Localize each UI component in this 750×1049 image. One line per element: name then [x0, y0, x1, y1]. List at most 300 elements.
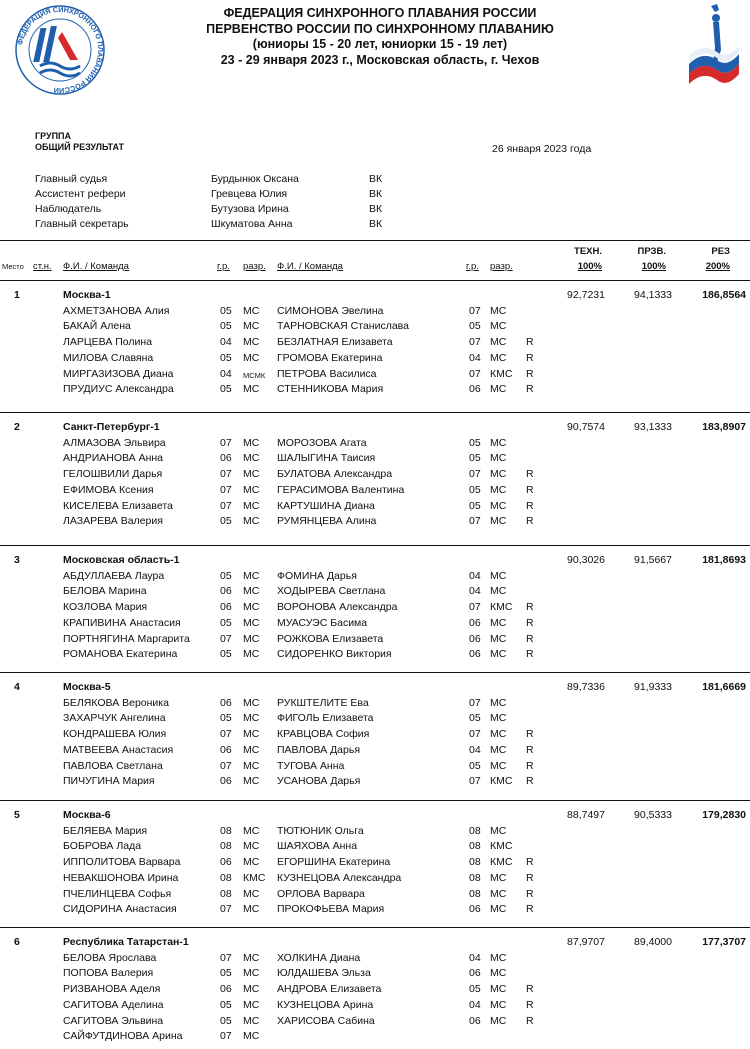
athlete-rank: МСМК	[243, 370, 266, 380]
official-name: Гревцева Юлия	[211, 188, 288, 200]
reserve-mark: R	[526, 468, 534, 481]
athlete-birth-year: 08	[220, 840, 232, 853]
athlete-rank: МС	[243, 967, 260, 980]
event-group	[35, 131, 124, 153]
athlete-name: СИДОРЕНКО Виктория	[277, 648, 392, 661]
reserve-mark: R	[526, 903, 534, 916]
team-free-score: 89,4000	[634, 936, 672, 948]
team-free-score: 94,1333	[634, 289, 672, 301]
athlete-rank: МС	[243, 515, 260, 528]
athlete-name: АЛМАЗОВА Эльвира	[63, 436, 166, 449]
athlete-name: КРАВЦОВА София	[277, 728, 370, 741]
athlete-name: РИЗВАНОВА Аделя	[63, 983, 161, 996]
athlete-name: ХАРИСОВА Сабина	[277, 1014, 375, 1027]
athlete-birth-year: 05	[469, 483, 481, 496]
athlete-rank: МС	[490, 336, 507, 349]
athlete-name: АБДУЛЛАЕВА Лаура	[63, 569, 165, 582]
athlete-birth-year: 07	[469, 304, 481, 317]
title-line-3: (юниоры 15 - 20 лет, юниорки 15 - 19 лет)	[252, 37, 508, 51]
athlete-rank: МС	[243, 775, 260, 788]
athlete-rank: МС	[490, 483, 507, 496]
swimmer-flag-logo	[683, 2, 743, 92]
athlete-birth-year: 05	[220, 351, 232, 364]
athlete-birth-year: 06	[469, 903, 481, 916]
athlete-rank: МС	[243, 569, 260, 582]
athlete-rank: МС	[243, 452, 260, 465]
athlete-rank: МС	[490, 452, 507, 465]
athlete-rank: МС	[243, 856, 260, 869]
athlete-birth-year: 05	[220, 304, 232, 317]
col-birth-2: г.р.	[466, 261, 479, 272]
athlete-rank: МС	[243, 648, 260, 661]
official-category: ВК	[369, 173, 383, 185]
athlete-birth-year: 07	[469, 775, 481, 788]
athlete-rank: МС	[490, 903, 507, 916]
athlete-name: БЕЛОВА Ярослава	[63, 951, 157, 964]
athlete-name: БАКАЙ Алена	[63, 320, 131, 333]
athlete-rank: МС	[243, 601, 260, 614]
official-category: ВК	[369, 188, 383, 200]
athlete-name: ЕФИМОВА Ксения	[63, 483, 154, 496]
athlete-name: ХОДЫРЕВА Светлана	[277, 585, 386, 598]
athlete-name: МУАСУЭС Басима	[277, 616, 368, 629]
title-line-2: ПЕРВЕНСТВО РОССИИ ПО СИНХРОННОМУ ПЛАВАНИЮ	[206, 21, 554, 36]
athlete-rank: МС	[490, 1014, 507, 1027]
athlete-birth-year: 07	[469, 468, 481, 481]
athlete-birth-year: 08	[469, 856, 481, 869]
official-name: Бутузова Ирина	[211, 203, 289, 215]
athlete-birth-year: 07	[220, 728, 232, 741]
athlete-rank: МС	[243, 336, 260, 349]
athlete-birth-year: 05	[220, 383, 232, 396]
event-date: 26 января 2023 года	[492, 143, 592, 155]
athlete-birth-year: 07	[469, 336, 481, 349]
athlete-rank: МС	[243, 759, 260, 772]
official-role: Наблюдатель	[35, 203, 102, 215]
athlete-name: КОЗЛОВА Мария	[63, 601, 148, 614]
athlete-rank: МС	[243, 383, 260, 396]
athlete-name: ФИГОЛЬ Елизавета	[277, 712, 374, 725]
athlete-rank: КМС	[490, 601, 513, 614]
team-tech-score: 92,7231	[567, 289, 605, 301]
athlete-name: МИЛОВА Славяна	[63, 351, 154, 364]
col-free-pct: 100%	[641, 261, 666, 272]
athlete-name: ПОПОВА Валерия	[63, 967, 154, 980]
athlete-name: ХОЛКИНА Диана	[277, 951, 361, 964]
official-role: Ассистент рефери	[35, 188, 126, 200]
athlete-name: ЗАХАРЧУК Ангелина	[63, 712, 166, 725]
athlete-name: КУЗНЕЦОВА Александра	[277, 871, 402, 884]
header-top-rule	[0, 240, 750, 241]
athlete-rank: МС	[243, 887, 260, 900]
athlete-birth-year: 08	[469, 871, 481, 884]
team-total-score: 179,2830	[702, 809, 746, 821]
athlete-rank: МС	[490, 499, 507, 512]
athlete-birth-year: 05	[220, 569, 232, 582]
athlete-birth-year: 05	[220, 1014, 232, 1027]
athlete-rank: МС	[243, 712, 260, 725]
reserve-mark: R	[526, 775, 534, 788]
athlete-name: ОРЛОВА Варвара	[277, 887, 365, 900]
athlete-name: СИМОНОВА Эвелина	[277, 304, 384, 317]
athlete-birth-year: 06	[469, 616, 481, 629]
athlete-birth-year: 06	[220, 452, 232, 465]
team-tech-score: 87,9707	[567, 936, 605, 948]
athlete-birth-year: 07	[220, 436, 232, 449]
athlete-name: КИСЕЛЕВА Елизавета	[63, 499, 173, 512]
reserve-mark: R	[526, 351, 534, 364]
athlete-rank: МС	[243, 585, 260, 598]
athlete-birth-year: 05	[469, 436, 481, 449]
athlete-birth-year: 06	[220, 601, 232, 614]
athlete-name: РУМЯНЦЕВА Алина	[277, 515, 377, 528]
athlete-rank: МС	[243, 1014, 260, 1027]
reserve-mark: R	[526, 1014, 534, 1027]
athlete-rank: МС	[243, 304, 260, 317]
team-place: 1	[14, 289, 20, 301]
athlete-rank: МС	[490, 616, 507, 629]
athlete-rank: МС	[243, 903, 260, 916]
reserve-mark: R	[526, 632, 534, 645]
athlete-rank: МС	[490, 632, 507, 645]
col-free-title: ПРЗВ.	[637, 246, 666, 257]
athlete-name: МАТВЕЕВА Анастасия	[63, 743, 174, 756]
athlete-birth-year: 05	[220, 648, 232, 661]
athlete-birth-year: 08	[220, 871, 232, 884]
reserve-mark: R	[526, 983, 534, 996]
athlete-name: КАРТУШИНА Диана	[277, 499, 375, 512]
athlete-rank: МС	[490, 304, 507, 317]
athlete-birth-year: 07	[469, 696, 481, 709]
athlete-name: БУЛАТОВА Александра	[277, 468, 393, 481]
athlete-birth-year: 07	[469, 515, 481, 528]
athlete-name: КОНДРАШЕВА Юлия	[63, 728, 167, 741]
col-result-pct: 200%	[705, 261, 730, 272]
team-free-score: 93,1333	[634, 421, 672, 433]
col-name-2: Ф.И. / Команда	[277, 261, 343, 272]
official-category: ВК	[369, 218, 383, 230]
athlete-name: ПЧЕЛИНЦЕВА Софья	[63, 887, 172, 900]
team-separator	[0, 280, 750, 281]
athlete-birth-year: 07	[469, 728, 481, 741]
athlete-name: САГИТОВА Эльвина	[63, 1014, 164, 1027]
reserve-mark: R	[526, 499, 534, 512]
athlete-birth-year: 07	[469, 601, 481, 614]
reserve-mark: R	[526, 367, 534, 380]
athlete-name: ТУГОВА Анна	[277, 759, 345, 772]
col-rank-2: разр.	[490, 261, 513, 272]
team-total-score: 183,8907	[702, 421, 746, 433]
reserve-mark: R	[526, 759, 534, 772]
athlete-birth-year: 07	[220, 1030, 232, 1043]
athlete-name: ПИЧУГИНА Мария	[63, 775, 155, 788]
athlete-rank: МС	[490, 998, 507, 1011]
team-name: Москва-6	[63, 809, 111, 821]
athlete-birth-year: 05	[220, 712, 232, 725]
group-label: ГРУППА	[35, 131, 72, 141]
athlete-birth-year: 07	[220, 903, 232, 916]
athlete-name: БЕЗЛАТНАЯ Елизавета	[277, 336, 393, 349]
reserve-mark: R	[526, 483, 534, 496]
athlete-birth-year: 07	[220, 759, 232, 772]
athlete-name: ШАЯХОВА Анна	[277, 840, 358, 853]
team-total-score: 181,6669	[702, 681, 746, 693]
athlete-name: ПРУДИУС Александра	[63, 383, 174, 396]
athlete-birth-year: 06	[469, 648, 481, 661]
reserve-mark: R	[526, 601, 534, 614]
reserve-mark: R	[526, 856, 534, 869]
athlete-rank: МС	[243, 998, 260, 1011]
athlete-rank: МС	[490, 648, 507, 661]
team-name: Санкт-Петербург-1	[63, 421, 160, 433]
team-place: 2	[14, 421, 20, 433]
team-free-score: 90,5333	[634, 809, 672, 821]
athlete-birth-year: 07	[220, 483, 232, 496]
col-result-title: РЕЗ	[711, 246, 730, 257]
athlete-rank: МС	[243, 983, 260, 996]
athlete-birth-year: 05	[220, 515, 232, 528]
athlete-birth-year: 08	[469, 824, 481, 837]
athlete-rank: МС	[490, 468, 507, 481]
athlete-rank: МС	[243, 499, 260, 512]
athlete-rank: МС	[243, 743, 260, 756]
athlete-birth-year: 04	[220, 336, 232, 349]
reserve-mark: R	[526, 871, 534, 884]
athlete-name: АНДРИАНОВА Анна	[63, 452, 164, 465]
athlete-name: ШАЛЫГИНА Таисия	[277, 452, 376, 465]
col-rank: разр.	[243, 261, 266, 272]
athlete-rank: МС	[243, 616, 260, 629]
athlete-birth-year: 08	[469, 887, 481, 900]
athlete-birth-year: 06	[469, 967, 481, 980]
athlete-birth-year: 06	[220, 743, 232, 756]
title-line-4: 23 - 29 января 2023 г., Московская область, г. Чехов	[220, 52, 540, 67]
official-role: Главный судья	[35, 173, 108, 185]
athlete-name: БОБРОВА Лада	[63, 840, 142, 853]
athlete-birth-year: 06	[469, 1014, 481, 1027]
team-separator	[0, 800, 750, 801]
athlete-birth-year: 06	[220, 775, 232, 788]
athlete-rank: МС	[243, 436, 260, 449]
athlete-birth-year: 07	[469, 367, 481, 380]
team-place: 4	[14, 681, 20, 693]
official-name: Шкуматова Анна	[211, 218, 293, 230]
athlete-rank: МС	[490, 887, 507, 900]
athlete-rank: КМС	[490, 856, 513, 869]
reserve-mark: R	[526, 515, 534, 528]
athlete-rank: КМС	[490, 367, 513, 380]
athlete-name: ЛАРЦЕВА Полина	[63, 336, 153, 349]
athlete-birth-year: 05	[469, 759, 481, 772]
athlete-rank: МС	[243, 320, 260, 333]
team-separator	[0, 927, 750, 928]
athlete-name: БЕЛЯКОВА Вероника	[63, 696, 169, 709]
reserve-mark: R	[526, 383, 534, 396]
athlete-rank: МС	[243, 483, 260, 496]
athlete-name: МОРОЗОВА Агата	[277, 436, 367, 449]
team-separator	[0, 412, 750, 413]
athlete-rank: МС	[490, 383, 507, 396]
athlete-name: ТЮТЮНИК Ольга	[277, 824, 364, 837]
athlete-name: УСАНОВА Дарья	[277, 775, 361, 788]
athlete-name: ГРОМОВА Екатерина	[277, 351, 383, 364]
athlete-birth-year: 05	[469, 452, 481, 465]
athlete-name: САЙФУТДИНОВА Арина	[63, 1030, 183, 1043]
reserve-mark: R	[526, 616, 534, 629]
team-tech-score: 88,7497	[567, 809, 605, 821]
team-place: 3	[14, 554, 20, 566]
athlete-rank: МС	[243, 951, 260, 964]
athlete-birth-year: 04	[220, 367, 232, 380]
team-name: Москва-5	[63, 681, 111, 693]
athlete-name: ИППОЛИТОВА Варвара	[63, 856, 181, 869]
team-total-score: 186,8564	[702, 289, 746, 301]
reserve-mark: R	[526, 336, 534, 349]
col-name: Ф.И. / Команда	[63, 261, 129, 272]
team-name: Республика Татарстан-1	[63, 936, 189, 948]
athlete-rank: МС	[490, 585, 507, 598]
athlete-name: БЕЛОВА Марина	[63, 585, 147, 598]
athlete-birth-year: 05	[220, 967, 232, 980]
team-place: 5	[14, 809, 20, 821]
official-name: Бурдынюк Оксана	[211, 173, 299, 185]
col-place: Место	[2, 262, 24, 271]
athlete-rank: МС	[490, 871, 507, 884]
athlete-birth-year: 05	[469, 320, 481, 333]
athlete-name: ПОРТНЯГИНА Маргарита	[63, 632, 190, 645]
athlete-birth-year: 06	[469, 632, 481, 645]
team-total-score: 181,8693	[702, 554, 746, 566]
athlete-rank: МС	[243, 351, 260, 364]
team-tech-score: 90,7574	[567, 421, 605, 433]
title-line-1: ФЕДЕРАЦИЯ СИНХРОННОГО ПЛАВАНИЯ РОССИИ	[223, 6, 537, 20]
team-tech-score: 89,7336	[567, 681, 605, 693]
athlete-name: ГЕЛОШВИЛИ Дарья	[63, 468, 163, 481]
athlete-rank: МС	[490, 351, 507, 364]
athlete-name: САГИТОВА Аделина	[63, 998, 164, 1011]
team-free-score: 91,5667	[634, 554, 672, 566]
federation-logo	[12, 2, 108, 98]
athlete-birth-year: 04	[469, 585, 481, 598]
athlete-birth-year: 05	[469, 712, 481, 725]
athlete-birth-year: 05	[220, 320, 232, 333]
athlete-name: ПАВЛОВА Дарья	[277, 743, 361, 756]
athlete-birth-year: 04	[469, 569, 481, 582]
athlete-birth-year: 06	[469, 383, 481, 396]
official-role: Главный секретарь	[35, 218, 129, 230]
athlete-rank: МС	[490, 759, 507, 772]
athlete-birth-year: 04	[469, 743, 481, 756]
athlete-birth-year: 06	[220, 585, 232, 598]
athlete-rank: МС	[243, 468, 260, 481]
team-separator	[0, 672, 750, 673]
athlete-birth-year: 04	[469, 351, 481, 364]
athlete-name: НЕВАКШОНОВА Ирина	[63, 871, 179, 884]
athlete-birth-year: 05	[220, 616, 232, 629]
reserve-mark: R	[526, 728, 534, 741]
col-tech-title: ТЕХН.	[574, 246, 602, 257]
athlete-name: ГЕРАСИМОВА Валентина	[277, 483, 405, 496]
athlete-name: ЮЛДАШЕВА Эльза	[277, 967, 371, 980]
reserve-mark: R	[526, 743, 534, 756]
athlete-birth-year: 07	[220, 632, 232, 645]
team-tech-score: 90,3026	[567, 554, 605, 566]
athlete-name: ТАРНОВСКАЯ Станислава	[277, 320, 409, 333]
athlete-name: ВОРОНОВА Александра	[277, 601, 398, 614]
team-place: 6	[14, 936, 20, 948]
athlete-rank: МС	[243, 1030, 260, 1043]
athlete-name: СТЕННИКОВА Мария	[277, 383, 384, 396]
athlete-name: КУЗНЕЦОВА Арина	[277, 998, 374, 1011]
athlete-birth-year: 07	[220, 468, 232, 481]
reserve-mark: R	[526, 998, 534, 1011]
athlete-birth-year: 07	[220, 499, 232, 512]
athlete-rank: МС	[243, 824, 260, 837]
athlete-name: ЛАЗАРЕВА Валерия	[63, 515, 163, 528]
team-free-score: 91,9333	[634, 681, 672, 693]
athlete-name: БЕЛЯЕВА Мария	[63, 824, 148, 837]
reserve-mark: R	[526, 887, 534, 900]
athlete-rank: МС	[490, 951, 507, 964]
athlete-name: РОМАНОВА Екатерина	[63, 648, 178, 661]
col-startno: ст.н.	[33, 261, 52, 272]
athlete-rank: МС	[243, 632, 260, 645]
athlete-rank: МС	[490, 696, 507, 709]
athlete-name: СИДОРИНА Анастасия	[63, 903, 177, 916]
athlete-name: КРАПИВИНА Анастасия	[63, 616, 181, 629]
athlete-rank: КМС	[243, 871, 266, 884]
athlete-name: АХМЕТЗАНОВА Алия	[63, 304, 170, 317]
result-label: ОБЩИЙ РЕЗУЛЬТАТ	[35, 142, 124, 152]
athlete-birth-year: 08	[469, 840, 481, 853]
athlete-rank: МС	[243, 840, 260, 853]
athlete-name: МИРГАЗИЗОВА Диана	[63, 367, 174, 380]
logo-ring-text: ФЕДЕРАЦИЯ СИНХРОННОГО ПЛАВАНИЯ РОССИИ	[15, 4, 106, 96]
athlete-birth-year: 06	[220, 696, 232, 709]
athlete-rank: МС	[490, 320, 507, 333]
athlete-birth-year: 05	[469, 983, 481, 996]
athlete-name: ФОМИНА Дарья	[277, 569, 357, 582]
athlete-rank: МС	[490, 569, 507, 582]
team-name: Москва-1	[63, 289, 111, 301]
athlete-rank: МС	[490, 712, 507, 725]
athlete-birth-year: 08	[220, 824, 232, 837]
athlete-name: ПЕТРОВА Василиса	[277, 367, 377, 380]
athlete-rank: МС	[490, 967, 507, 980]
athlete-rank: МС	[490, 436, 507, 449]
col-tech-pct: 100%	[577, 261, 602, 272]
athlete-rank: МС	[490, 728, 507, 741]
athlete-rank: МС	[243, 728, 260, 741]
athlete-rank: МС	[243, 696, 260, 709]
athlete-name: РУКШТЕЛИТЕ Ева	[277, 696, 369, 709]
team-total-score: 177,3707	[702, 936, 746, 948]
athlete-rank: КМС	[490, 775, 513, 788]
athlete-birth-year: 06	[220, 983, 232, 996]
team-separator	[0, 545, 750, 546]
team-name: Московская область-1	[63, 554, 180, 566]
official-category: ВК	[369, 203, 383, 215]
col-birth: г.р.	[217, 261, 230, 272]
document-title	[150, 6, 610, 68]
athlete-rank: МС	[490, 983, 507, 996]
athlete-name: ЕГОРШИНА Екатерина	[277, 856, 391, 869]
athlete-birth-year: 04	[469, 998, 481, 1011]
reserve-mark: R	[526, 648, 534, 661]
athlete-birth-year: 05	[220, 998, 232, 1011]
athlete-rank: МС	[490, 824, 507, 837]
athlete-birth-year: 05	[469, 499, 481, 512]
